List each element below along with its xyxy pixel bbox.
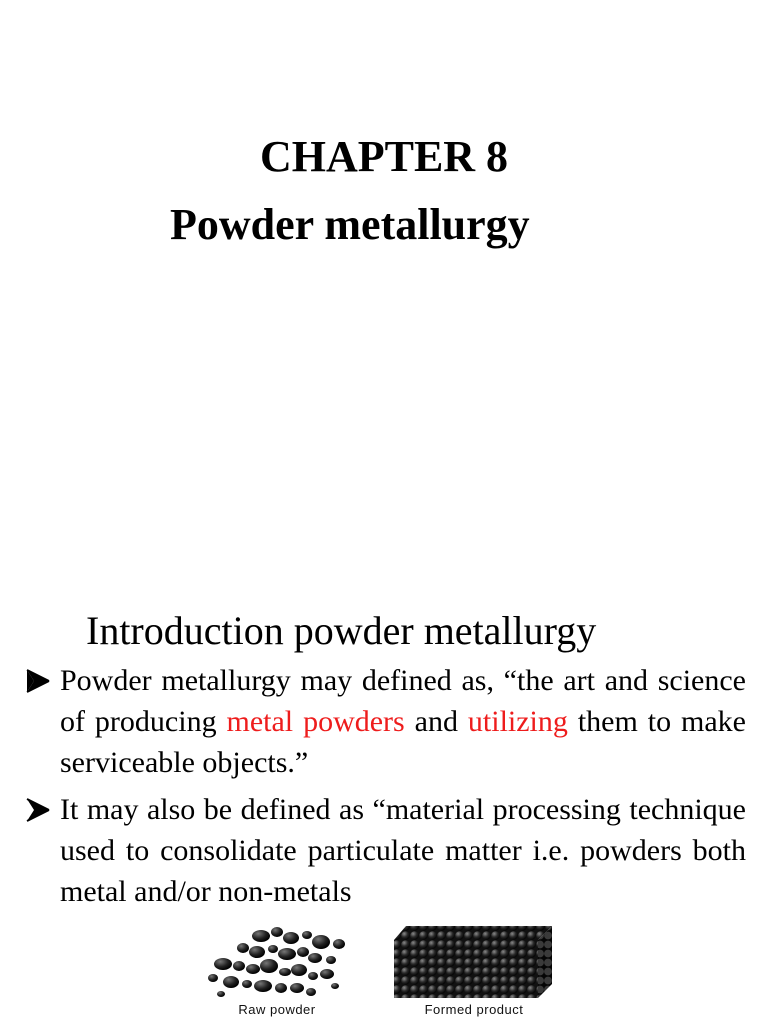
arrow-bullet-icon (24, 796, 52, 824)
chapter-title: CHAPTER 8 (259, 132, 509, 181)
raw-powder-caption: Raw powder (238, 1002, 316, 1017)
formed-product-caption: Formed product (424, 1002, 524, 1017)
highlight-utilizing: utilizing (467, 705, 568, 738)
arrow-bullet-icon (24, 667, 52, 695)
bullet-text-part: Powder metallurgy may defined as, “the art and science of producing (60, 664, 746, 738)
bullet-text (60, 660, 746, 783)
bullet-text-part: them to make serviceable objects.” (60, 705, 746, 779)
raw-powder-illustration (203, 922, 351, 1000)
chapter-subtitle: Powder metallurgy (170, 200, 530, 249)
highlight-metal-powders: metal powders (226, 705, 405, 738)
formed-product-illustration (392, 922, 556, 1000)
formed-product-figure (392, 922, 556, 1017)
bullet-item-alternate-definition (24, 789, 746, 912)
section-heading: Introduction powder metallurgy (86, 608, 597, 653)
raw-powder-figure (203, 922, 351, 1017)
bullet-item-definition (24, 660, 746, 783)
bullet-text-part: and (404, 705, 468, 738)
bullet-text: It may also be defined as “material processing technique used to consolidate particulate matter i.e. powders both metal and/or non-metals (60, 793, 746, 908)
